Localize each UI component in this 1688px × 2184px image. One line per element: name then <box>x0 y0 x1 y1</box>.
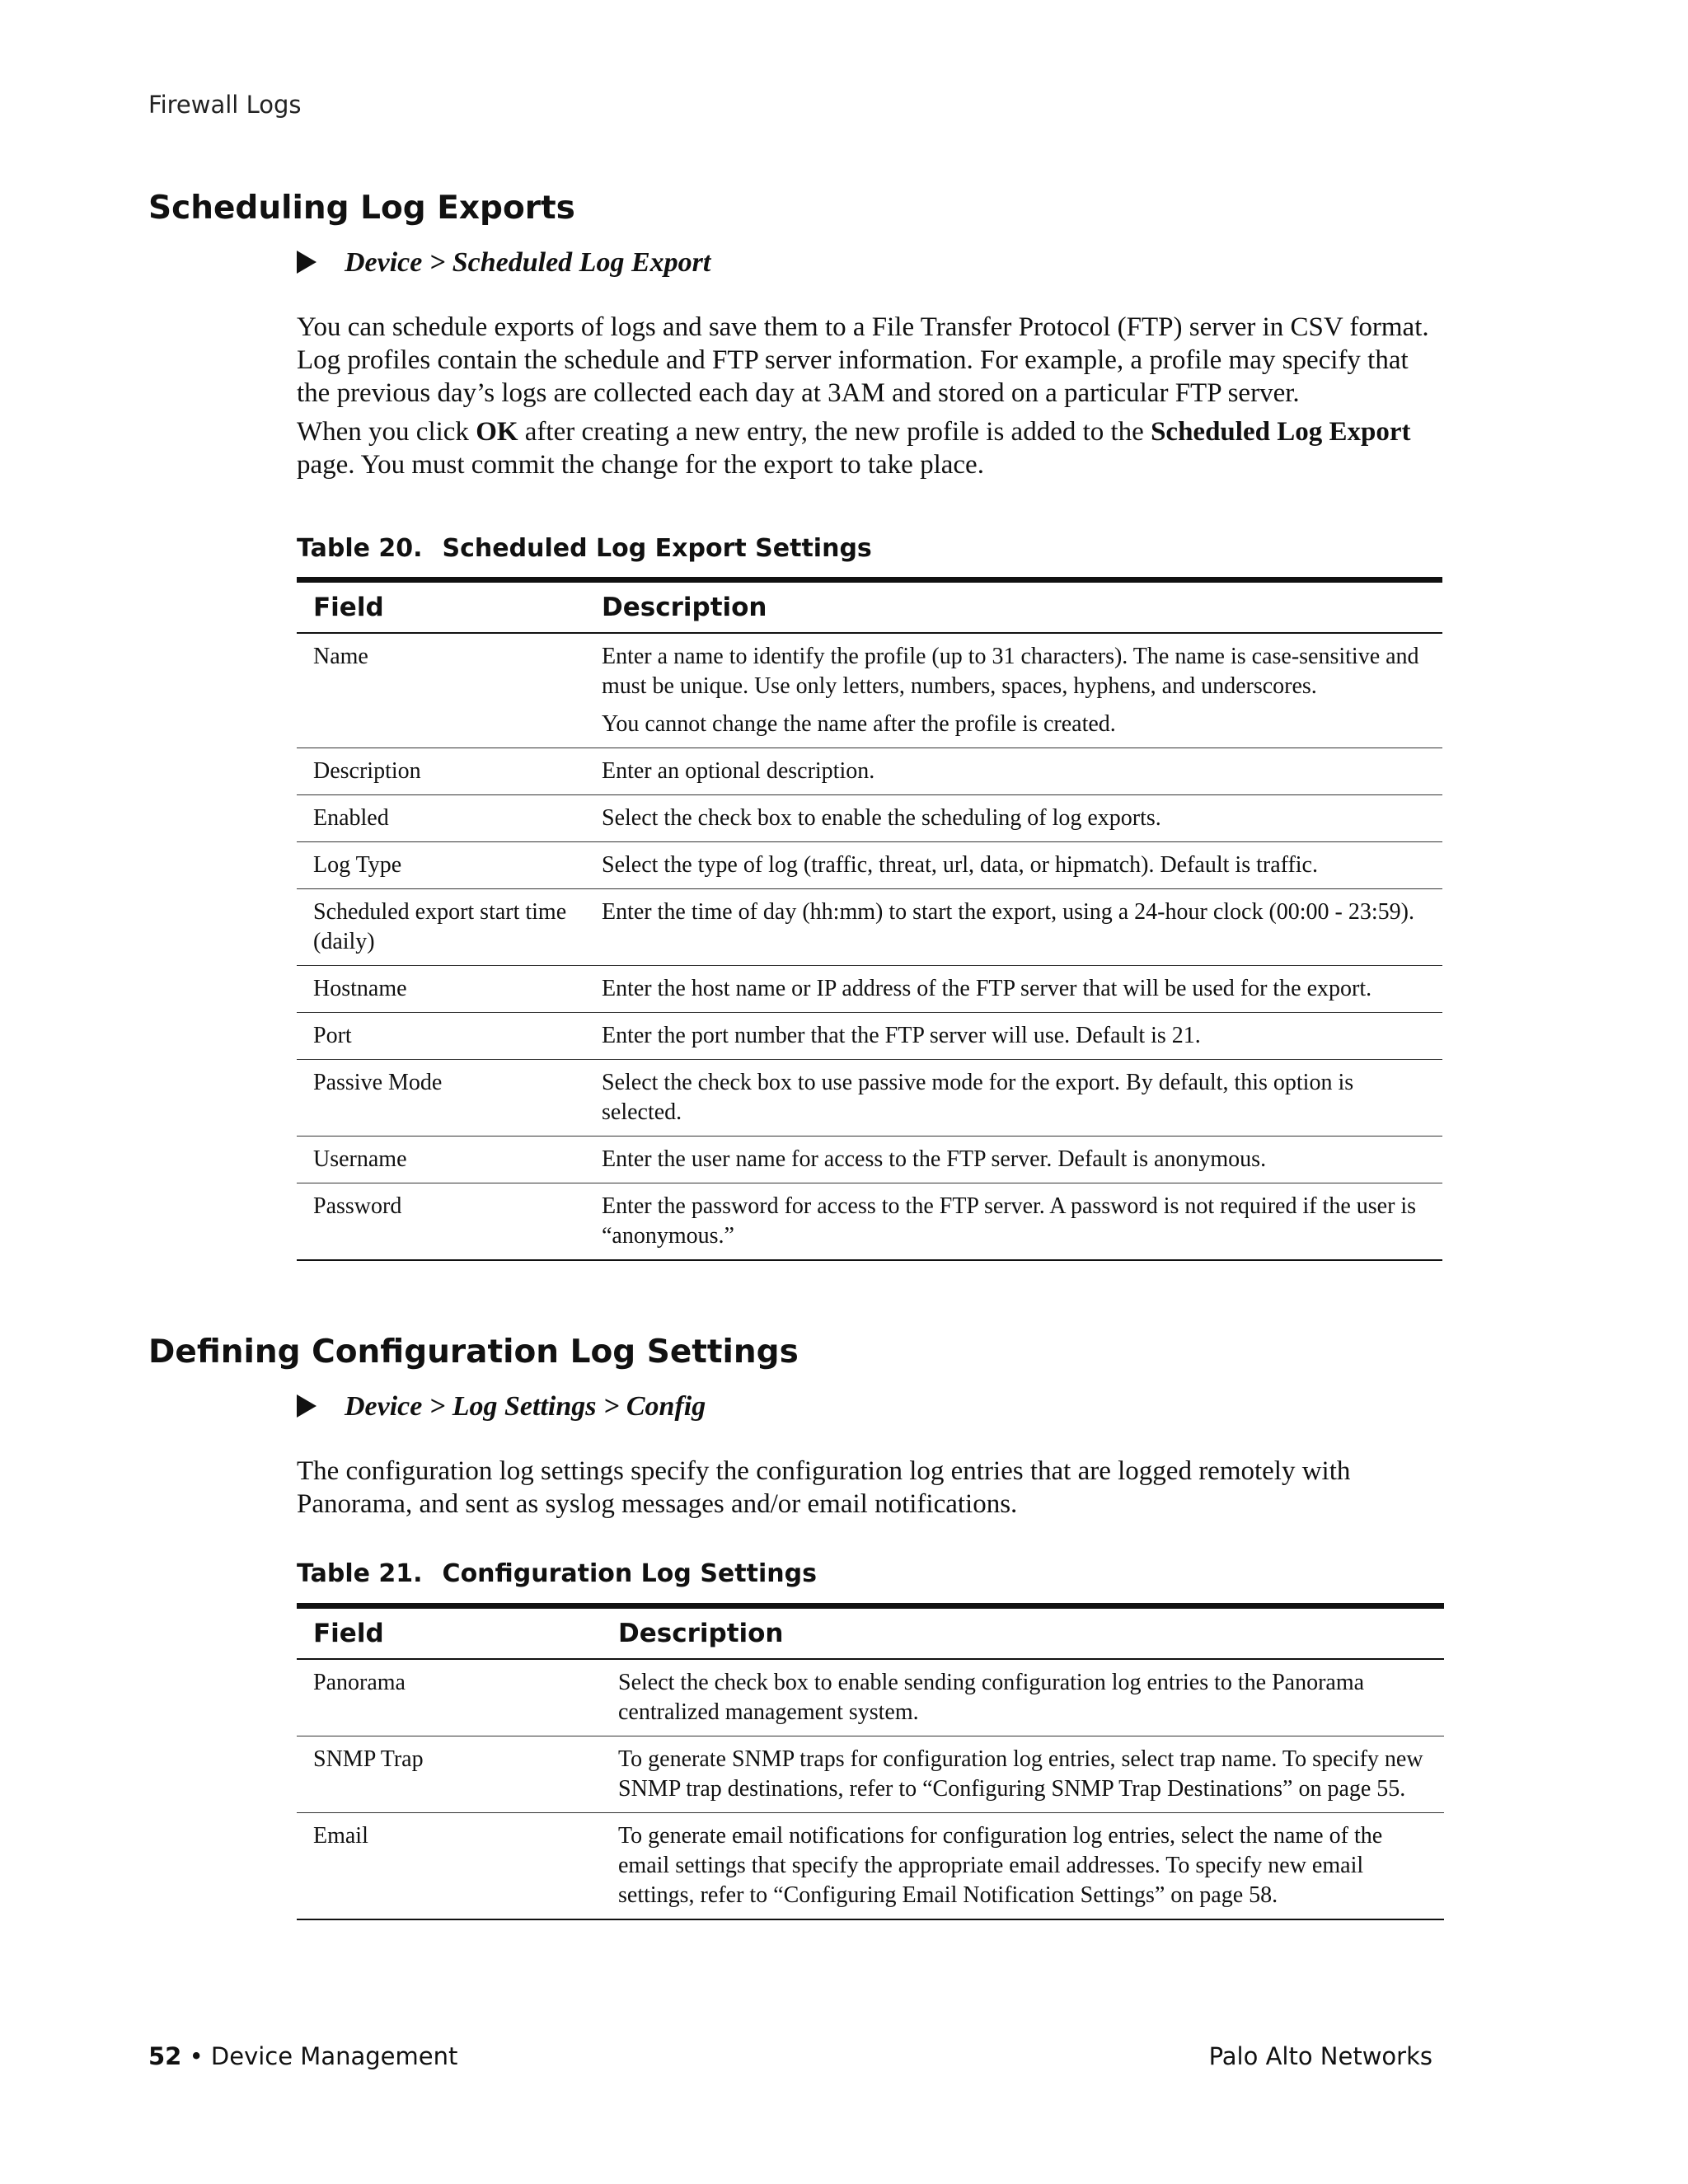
description-text: Enter a name to identify the profile (up to 31 characters). The name is case-sensitive and must be unique. Use only letters, numbers, spaces, hyphens, and underscores. <box>602 644 1419 699</box>
table-number: Table 21. <box>297 1559 423 1588</box>
table-row <box>297 889 1442 966</box>
field-cell: Name <box>297 633 585 748</box>
nav-path-text: Device > Log Settings > Config <box>345 1391 706 1422</box>
page-number: 52 <box>148 2042 182 2070</box>
scheduled-log-export-table <box>297 577 1442 1261</box>
section-title-scheduling-log-exports: Scheduling Log Exports <box>148 190 575 227</box>
field-cell: Description <box>297 748 585 795</box>
arrow-right-icon <box>297 251 316 274</box>
arrow-right-icon <box>297 1394 316 1418</box>
field-cell: Port <box>297 1013 585 1060</box>
footer-bullet: • <box>189 2042 204 2070</box>
field-cell: Hostname <box>297 966 585 1013</box>
table-header-row <box>297 1606 1444 1660</box>
field-cell: Passive Mode <box>297 1060 585 1137</box>
table-row <box>297 1659 1444 1736</box>
ok-term: OK <box>476 417 518 447</box>
section-title-defining-configuration-log-settings: Defining Configuration Log Settings <box>148 1333 799 1371</box>
footer-company: Palo Alto Networks <box>1208 2042 1432 2070</box>
description-cell: Select the check box to enable sending configuration log entries to the Panorama centralized management system. <box>602 1659 1444 1736</box>
field-cell: Scheduled export start time (daily) <box>297 889 585 966</box>
table-caption-text: Configuration Log Settings <box>442 1559 817 1588</box>
table-row <box>297 966 1442 1013</box>
nav-path-log-settings-config <box>297 1391 706 1422</box>
table-row <box>297 633 1442 748</box>
table-row <box>297 795 1442 842</box>
para-text: page. You must commit the change for the export to take place. <box>297 450 984 480</box>
description-cell: Enter the password for access to the FTP server. A password is not required if the user is “anonymous.” <box>585 1183 1442 1261</box>
description-cell: To generate email notifications for configuration log entries, select the name of the email settings that specify the appropriate email addresses. To specify new email settings, refer to “Configuring Email Notification Settings” on page 58. <box>602 1813 1444 1920</box>
column-header-field: Field <box>297 1606 602 1660</box>
description-cell: Enter the port number that the FTP server will use. Default is 21. <box>585 1013 1442 1060</box>
table-row <box>297 1137 1442 1183</box>
description-cell: Select the type of log (traffic, threat, url, data, or hipmatch). Default is traffic. <box>585 842 1442 889</box>
table-row <box>297 842 1442 889</box>
ok-paragraph <box>297 415 1442 481</box>
field-cell: Enabled <box>297 795 585 842</box>
description-cell: Enter the host name or IP address of the FTP server that will be used for the export. <box>585 966 1442 1013</box>
description-note: You cannot change the name after the profile is created. <box>602 711 1116 737</box>
chapter-name: Device Management <box>210 2042 458 2070</box>
description-cell: Enter the time of day (hh:mm) to start the export, using a 24-hour clock (00:00 - 23:59). <box>585 889 1442 966</box>
table-row <box>297 1060 1442 1137</box>
column-header-description: Description <box>585 580 1442 634</box>
table-row <box>297 1736 1444 1813</box>
footer-page-info <box>148 2042 457 2070</box>
description-cell: Enter an optional description. <box>585 748 1442 795</box>
description-cell: Select the check box to use passive mode for the export. By default, this option is selected. <box>585 1060 1442 1137</box>
running-head: Firewall Logs <box>148 91 302 119</box>
table-header-row <box>297 580 1442 634</box>
table-caption-text: Scheduled Log Export Settings <box>442 534 872 563</box>
nav-path-scheduled-log-export <box>297 247 710 279</box>
config-intro-paragraph: The configuration log settings specify the configuration log entries that are logged remotely with Panorama, and sent as syslog messages and/or email notifications. <box>297 1456 1351 1519</box>
table-row <box>297 748 1442 795</box>
field-cell: Email <box>297 1813 602 1920</box>
column-header-description: Description <box>602 1606 1444 1660</box>
nav-path-text: Device > Scheduled Log Export <box>345 247 711 278</box>
column-header-field: Field <box>297 580 585 634</box>
table-21-caption <box>297 1559 817 1588</box>
table-row <box>297 1813 1444 1920</box>
para-text: When you click <box>297 417 476 447</box>
field-cell: Username <box>297 1137 585 1183</box>
field-cell: Password <box>297 1183 585 1261</box>
table-row <box>297 1013 1442 1060</box>
table-number: Table 20. <box>297 534 423 563</box>
intro-paragraph: You can schedule exports of logs and save them to a File Transfer Protocol (FTP) server in CSV format. Log profiles contain the schedule and FTP server information. For example, a profile may specify that the previous day’s logs are collected each day at 3AM and stored on a particular FTP server. <box>297 312 1429 408</box>
description-cell: Enter the user name for access to the FTP server. Default is anonymous. <box>585 1137 1442 1183</box>
description-cell <box>585 633 1442 748</box>
field-cell: Panorama <box>297 1659 602 1736</box>
description-cell: Select the check box to enable the scheduling of log exports. <box>585 795 1442 842</box>
field-cell: SNMP Trap <box>297 1736 602 1813</box>
table-20-caption <box>297 534 872 563</box>
scheduled-log-export-term: Scheduled Log Export <box>1151 417 1411 447</box>
para-text: after creating a new entry, the new profile is added to the <box>518 417 1151 447</box>
table-row <box>297 1183 1442 1261</box>
description-cell: To generate SNMP traps for configuration log entries, select trap name. To specify new SNMP trap destinations, refer to “Configuring SNMP Trap Destinations” on page 55. <box>602 1736 1444 1813</box>
configuration-log-settings-table <box>297 1603 1444 1920</box>
field-cell: Log Type <box>297 842 585 889</box>
